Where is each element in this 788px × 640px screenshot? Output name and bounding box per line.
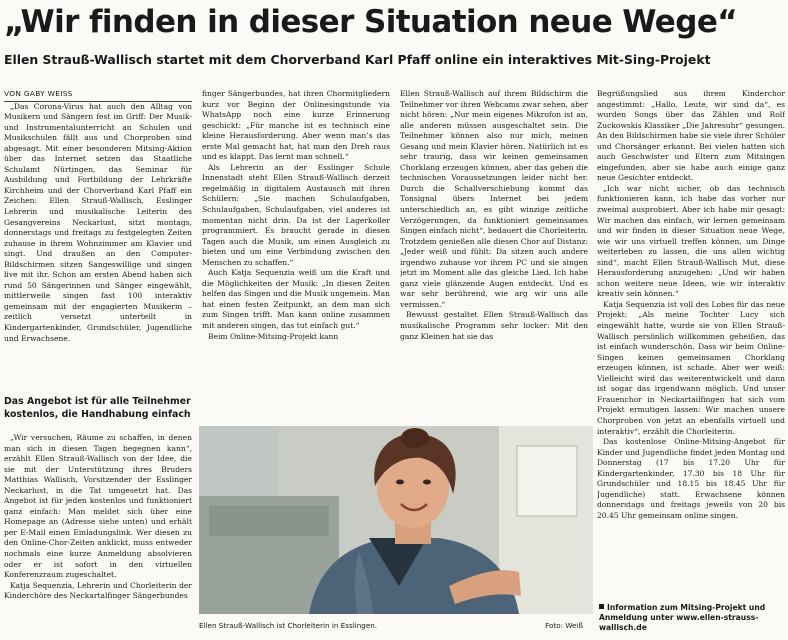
article-column-2 bbox=[202, 89, 390, 413]
paragraph: Das kostenlose Online-Mitsing-Angebot für Kinder und Jugendliche findet jeden Montag und Donnerstag (17 bis 17.20 Uhr für Kindergartenkinder, 17.30 bis 18 Uhr für Grundschüler und 18.15 bis 18.45 Uhr für Jugendliche) statt. Erwachsene können donnerstags und freitags jeweils von 20 bis 20.45 Uhr gemeinsam online singen. bbox=[597, 437, 785, 520]
portrait-illustration bbox=[199, 426, 593, 614]
article-column-1b bbox=[4, 433, 192, 638]
byline: VON GABY WEISS bbox=[4, 89, 192, 102]
article-photo bbox=[199, 426, 593, 614]
paragraph: „Wir versuchen, Räume zu schaffen, in denen man sich in diesen Tagen begegnen kann“, erzählt Ellen Strauß-Wallisch von der Idee, die sie mit der Unterstützung ihres Bruders Matthias Wallisch, Vorsitzender der Esslinger Neckarlust, in die Tat umgesetzt hat. Das Angebot ist für jeden kostenlos und funktioniert ganz einfach: Man meldet sich über eine Homepage an (Adresse siehe unten) und erhält per E-Mail einen Einladungslink. Wer diesen zu den Online-Chor-Zeiten anklickt, muss entweder nochmals eine kurze Anmeldung absolvieren oder er ist sofort in den virtuellen Konferenzraum zugeschaltet. bbox=[4, 433, 192, 580]
paragraph: „Ich war nicht sicher, ob das technisch funktionieren kann, ich habe das vorher nur zweimal ausprobiert. Aber ich habe mir gesagt: Wir machen das einfach, wir lernen gemeinsam und wir finden in dieser Situation neue Wege, wie wir uns virtuell treffen können, um Dinge weiterleben zu lassen, die uns allen wichtig sind“, macht Ellen Strauß-Wallisch Mut, diese Herausforderung anzugehen: „Und wir haben schon weitere neue Ideen, wie wir interaktiv kreativ sein können.“ bbox=[597, 183, 785, 299]
paragraph: „Das Corona-Virus hat auch den Alltag von Musikern und Sängern fest im Griff: Der Musik- und Instrumentalunterricht an Schulen und Musikschulen fällt aus und Chorproben sind abgesagt. Mit einer besonderen Mitsing-Aktion über das Internet setzen das Staatliche Schulamt Nürtingen, das Seminar für Ausbildung und Fortbildung der Lehrkräfte Kirchheim und der Chorverband Karl Pfaff ein Zeichen: Ellen Strauß-Wallisch, Esslinger Lehrerin und musikalische Leiterin des Gesangvereins Neckarlust, sitzt montags, donnerstags und freitags zu festgelegten Zeiten zuhause in ihrem Wohnzimmer am Klavier und singt. Und draußen an den Computer-Bildschirmen sitzen Sangeswillige und singen live mit ihr. Schon am ersten Abend haben sich rund 50 Sängerinnen und Sänger eingewählt, mittlerweile singen fast 100 interaktiv gemeinsam mit der engagierten Musikerin – zeitlich versetzt unterteilt in Kindergartenkinder, Grundschüler, Jugendliche und Erwachsene. bbox=[4, 101, 192, 343]
paragraph: Auch Katja Sequenzia weiß um die Kraft und die Möglichkeiten der Musik: „In diesen Zeiten helfen das Singen und die Musik ungemein. Man hat einen festen Zeitpunkt, an dem man sich zum Singen trifft. Man kann online zusammen mit anderen singen, das tut einfach gut.“ bbox=[202, 268, 390, 331]
paragraph: Katja Sequenzia, Lehrerin und Chorleiterin der Kinderchöre des Neckartalfinger Sängerbundes bbox=[4, 580, 192, 601]
paragraph: Beim Online-Mitsing-Projekt kann bbox=[208, 331, 339, 341]
paragraph: Ellen Strauß-Wallisch auf ihrem Bildschirm die Teilnehmer vor ihren Webcams zwar sehen, aber nicht hören: „Nur mein eigenes Mikrofon ist an, alle anderen müssen ausgeschaltet sein. Die Teilnehmer können also nur mich, meinen Gesang und mein Klavier hören. Natürlich ist es sehr traurig, dass wir keinen gemeinsamen Chorklang erzeugen können, aber das geben die technischen Voraussetzungen leider nicht her. Durch die Schallverschiebung kommt das Tonsignal übers Internet bei jedem unterschiedlich an, es gibt winzige zeitliche Verzögerungen, da funktioniert gemeinsames Singen einfach nicht“, bedauert die Chorleiterin. Trotzdem genießen alle diesen Chor auf Distanz: „Jeder weiß und fühlt: Da sitzen auch andere irgendwo zuhause vor ihrem PC und sie singen jetzt im Moment alle das gleiche Lied. Ich habe ganz viele glänzende Augen entdeckt. Und es war sehr berührend, wie arg wir uns alle vermissen.“ bbox=[400, 89, 588, 309]
article-column-1 bbox=[4, 89, 192, 389]
paragraph: finger Sängerbundes, hat ihren Chormitgliedern kurz vor Beginn der Onlinesingstunde via WhatsApp noch eine kurze Erinnerung geschickt: „Für manche ist es technisch eine kleine Herausforderung. Aber wenn man’s das erste Mal gemacht hat, hat man den Dreh raus und es klappt. Das lernt man schnell.“ bbox=[202, 89, 390, 162]
paragraph: Begrüßungslied aus ihrem Kinderchor angestimmt: „Hallo, Leute, wir sind da“, es wurden Songs über das Zählen und Rolf Zuckowskis Klassiker „Die Jahresuhr“ gesungen. An den Bildschirmen habe sie viele ihrer Schüler und Chorsänger erkannt. Bei vielen hatten sich auch Geschwister und Eltern zum Mitsingen eingefunden, aber sie habe auch einige ganz neue Gesichter entdeckt. bbox=[597, 89, 785, 183]
paragraph: Bewusst gestaltet Ellen Strauß-Wallisch das musikalische Programm sehr locker: Mit den ganz Kleinen hat sie das bbox=[400, 310, 588, 341]
info-box bbox=[599, 603, 785, 633]
article-subheadline: Ellen Strauß-Wallisch startet mit dem Chorverband Karl Pfaff online ein interaktives Mit-Sing-Projekt bbox=[4, 52, 711, 67]
info-text: Information zum Mitsing-Projekt und Anmeldung unter www.ellen-strauss-wallisch.de bbox=[599, 603, 766, 632]
square-bullet-icon bbox=[599, 604, 604, 609]
paragraph: Als Lehrerin an der Esslinger Schule Innenstadt steht Ellen Strauß-Wallisch derzeit regelmäßig in digitalem Austausch mit ihren Schülern: „Sie machen Schulaufgaben, Schulaufgaben, Schulaufgaben, viel anderes ist momentan nicht drin. Da ist der Lagerkoller programmiert. Es braucht gerade in diesen Tagen auch die Musik, um einen Ausgleich zu bieten und um eine Verbindung zwischen den Menschen zu schaffen.“ bbox=[202, 162, 390, 267]
article-column-3 bbox=[400, 89, 588, 413]
paragraph: Katja Sequenzia ist voll des Lobes für das neue Projekt: „Als meine Tochter Lucy sich eingewählt hatte, wurde sie von Ellen Strauß-Wallisch persönlich willkommen geheißen, das ist einfach wunderschön. Dass wir beim Online-Singen keinen gemeinsamen Chorklang erzeugen können, ist schade. Aber wer weiß: Vielleicht wird das weiterentwickelt und dann ist sogar das irgendwann möglich. Und unser Frauenchor in Neckartailfingen hat sich vom Projekt ermutigen lassen: Wir machen unsere Chorproben von jetzt an ebenfalls virtuell und interaktiv“, erzählt die Chorleiterin. bbox=[597, 299, 785, 436]
article-headline: „Wir finden in dieser Situation neue Wege“ bbox=[4, 4, 738, 40]
photo-credit: Foto: Weiß bbox=[545, 621, 583, 630]
caption-text: Ellen Strauß-Wallisch ist Chorleiterin in Esslingen. bbox=[199, 621, 378, 630]
photo-caption bbox=[199, 621, 593, 631]
section-subhead: Das Angebot ist für alle Teilnehmer kostenlos, die Handhabung einfach bbox=[4, 396, 191, 420]
article-column-4 bbox=[597, 89, 785, 601]
